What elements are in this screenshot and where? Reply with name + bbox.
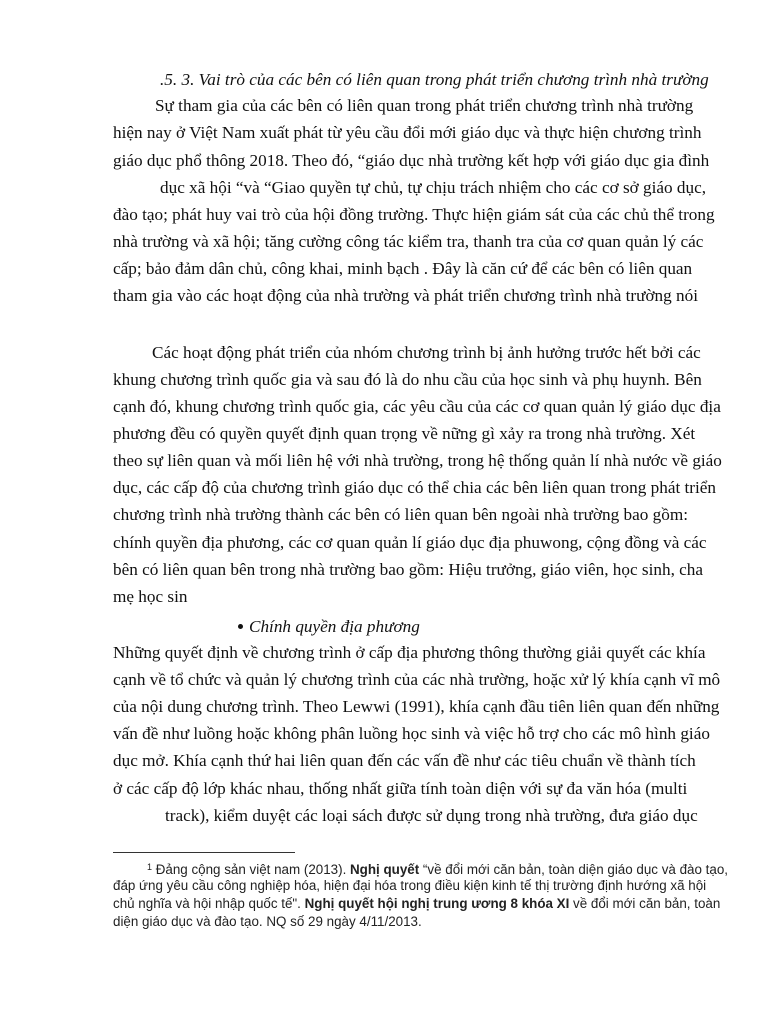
footnote-line [113, 895, 720, 912]
paragraph-2-line: phương đều có quyền quyết định quan trọng về nững gì xảy ra trong nhà trường. Xét [113, 424, 696, 443]
paragraph-1-line: hiện nay ở Việt Nam xuất phát từ yêu cầu đổi mới giáo dục và thực hiện chương trình [113, 123, 702, 142]
paragraph-2-line: khung chương trình quốc gia và sau đó là do nhu cầu của học sinh và phụ huynh. Bên [113, 370, 702, 389]
paragraph-1-line: nhà trường và xã hội; tăng cường công tác kiểm tra, thanh tra của cơ quan quản lý các [113, 232, 704, 251]
paragraph-1-line: cấp; bảo đảm dân chủ, công khai, minh bạch . Đây là căn cứ để các bên có liên quan [113, 259, 693, 278]
paragraph-2-line: theo sự liên quan và mối liên hệ với nhà trường, trong hệ thống quản lí nhà nước về giáo [113, 451, 722, 470]
bullet-dot-icon [238, 624, 243, 629]
footnote-line: diện giáo dục và đào tạo. NQ số 29 ngày 4/11/2013. [113, 914, 422, 929]
paragraph-3-line: Những quyết định về chương trình ở cấp địa phương thông thường giải quyết các khía [113, 643, 706, 662]
footnote-bold: Nghị quyết hội nghị trung ương 8 khóa XI [304, 896, 570, 911]
paragraph-2-line: cạnh đó, khung chương trình quốc gia, các yêu cầu của các cơ quan quản lý giáo dục địa [113, 397, 721, 416]
paragraph-1-line: giáo dục phổ thông 2018. Theo đó, “giáo dục nhà trường kết hợp với giáo dục gia đình [113, 151, 710, 170]
paragraph-3-line: vấn đề như luồng hoặc không phân luồng học sinh và việc hỗ trợ cho các mô hình giáo [113, 724, 710, 743]
paragraph-1-line: tham gia vào các hoạt động của nhà trường và phát triển chương trình nhà trường nói [113, 286, 698, 305]
footnote-text: Đảng cộng sản việt nam (2013). [152, 862, 351, 877]
footnote-text: chủ nghĩa và hội nhập quốc tế". [113, 896, 305, 911]
paragraph-2-line: chính quyền địa phương, các cơ quan quản lí giáo dục địa phuwong, cộng đồng và các [113, 533, 707, 552]
paragraph-1-line: dục xã hội “và “Giao quyền tự chủ, tự chịu trách nhiệm cho các cơ sở giáo dục, [160, 178, 707, 197]
paragraph-3-line: track), kiểm duyệt các loại sách được sử dụng trong nhà trường, đưa giáo dục [165, 806, 698, 825]
paragraph-2-line: Các hoạt động phát triển của nhóm chương trình bị ảnh hưởng trước hết bởi các [152, 343, 701, 362]
footnote-line [147, 859, 728, 878]
paragraph-2-line: chương trình nhà trường thành các bên có liên quan bên ngoài nhà trường bao gồm: [113, 505, 688, 524]
paragraph-1-line: đào tạo; phát huy vai trò của hội đồng trường. Thực hiện giám sát của các chủ thể trong [113, 205, 715, 224]
footnote-bold: Nghị quyết [350, 862, 420, 877]
paragraph-3-line: của nội dung chương trình. Theo Lewwi (1991), khía cạnh đầu tiên liên quan đến những [113, 697, 720, 716]
bullet-label: Chính quyền địa phương [249, 617, 420, 636]
paragraph-3-line: dục mở. Khía cạnh thứ hai liên quan đến các vấn đề như các tiêu chuẩn về thành tích [113, 751, 696, 770]
bullet-item [238, 617, 420, 637]
footnote-text: “về đổi mới căn bản, toàn diện giáo dục và đào tạo, [419, 862, 728, 877]
footnote-line: đáp ứng yêu cầu công nghiệp hóa, hiện đại hóa trong điều kiện kinh tế thị trường định hướng xã hội [113, 878, 707, 893]
paragraph-2-line: bên có liên quan bên trong nhà trường bao gồm: Hiệu trưởng, giáo viên, học sinh, cha [113, 560, 704, 579]
footnote-separator [113, 852, 295, 853]
paragraph-1-line: Sự tham gia của các bên có liên quan trong phát triển chương trình nhà trường [155, 96, 694, 115]
paragraph-3-line: cạnh về tổ chức và quản lý chương trình của các nhà trường, hoặc xử lý khía cạnh vĩ mô [113, 670, 721, 689]
footnote-marker: 1 [147, 862, 153, 872]
paragraph-2-line: dục, các cấp độ của chương trình giáo dục có thể chia các bên liên quan trong phát triển [113, 478, 717, 497]
section-heading: .5. 3. Vai trò của các bên có liên quan trong phát triển chương trình nhà trường [160, 70, 709, 89]
paragraph-2-line: mẹ học sin [113, 587, 188, 606]
footnote-text: về đổi mới căn bản, toàn [569, 896, 721, 911]
paragraph-3-line: ở các cấp độ lớp khác nhau, thống nhất giữa tính toàn diện với sự đa văn hóa (multi [113, 779, 688, 798]
